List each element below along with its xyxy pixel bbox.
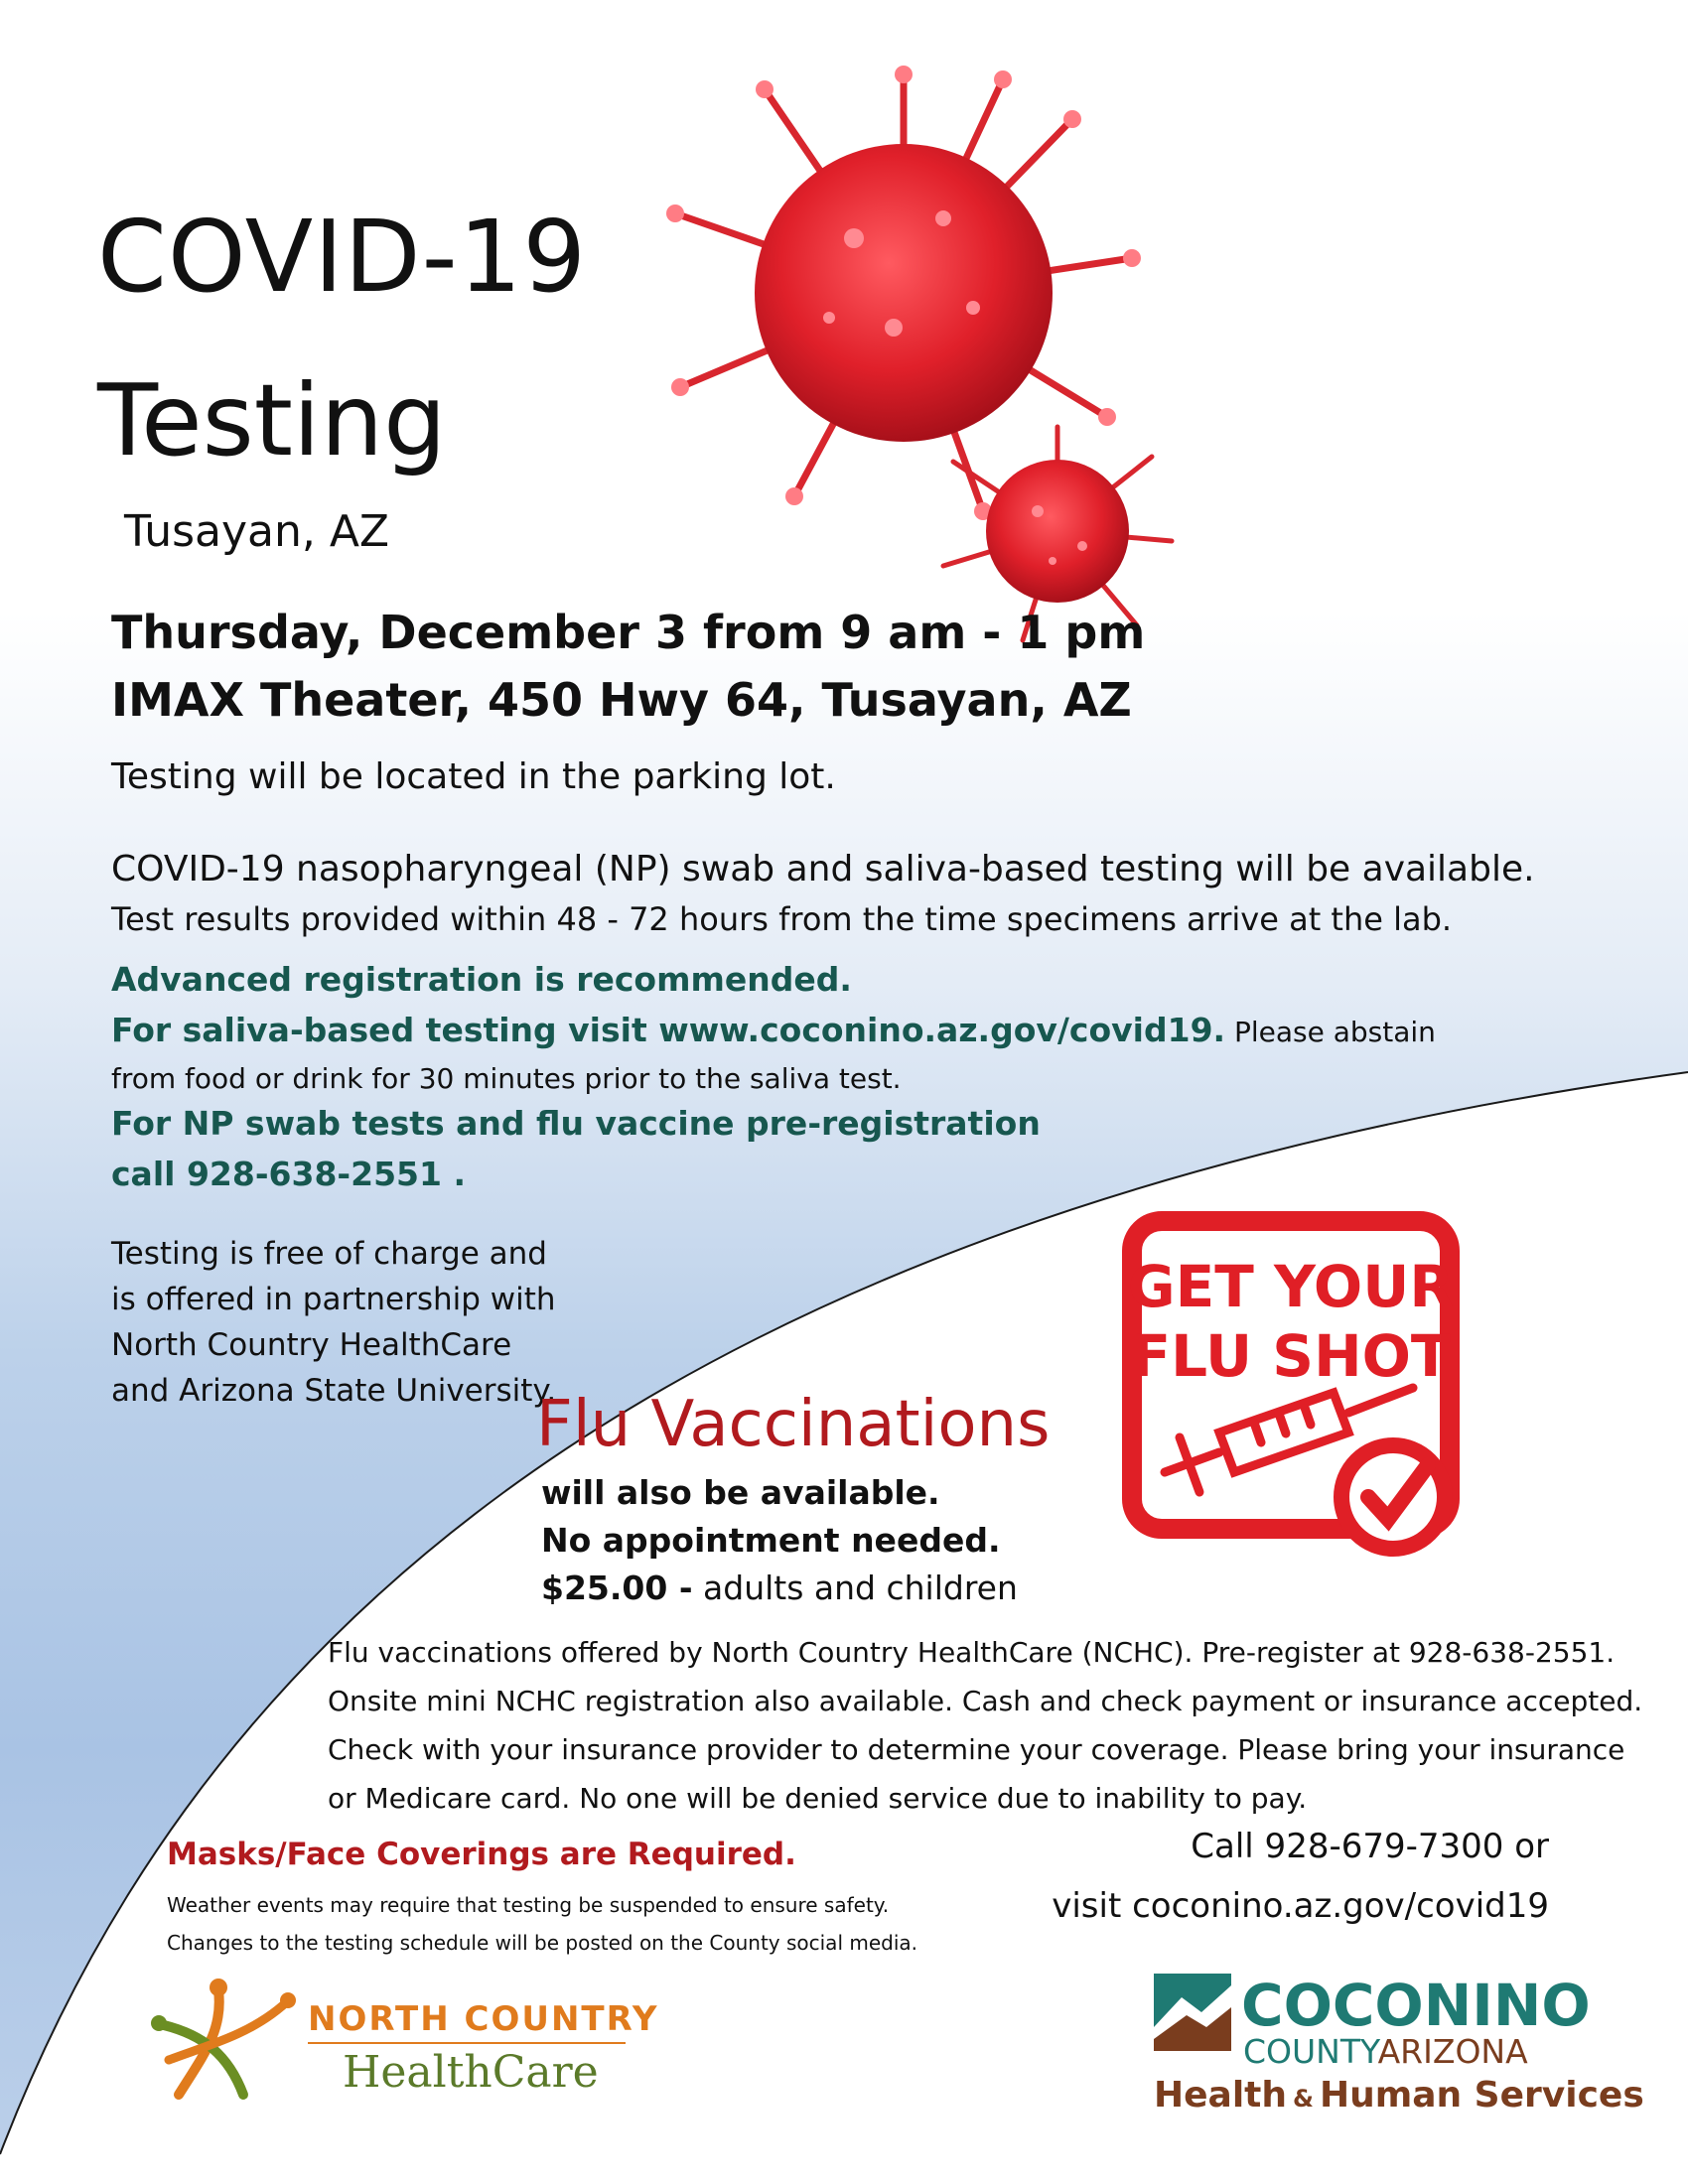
flu-price-audience: adults and children — [692, 1569, 1018, 1607]
title-line-2: Testing — [97, 362, 447, 478]
weather-note-line-2: Changes to the testing schedule will be posted on the County social media. — [167, 1931, 918, 1955]
flu-details: Flu vaccinations offered by North Country HealthCare (NCHC). Pre-register at 928-638-2551. Onsite mini NCHC registration also available. Cash and check payment or insurance accepted. Check with your insurance provider to determine your coverage. Please bring your insurance or Medicare card. No one will be denied service due to inability to pay. — [328, 1636, 1643, 1815]
free-testing-note: Testing is free of charge and is offered in partnership with North Country HealthCare and Arizona State University. — [111, 1236, 557, 1409]
location: Tusayan, AZ — [124, 506, 390, 557]
mountain-emblem-icon — [1154, 1974, 1231, 2051]
flu-available: will also be available. — [541, 1473, 940, 1512]
masks-required: Masks/Face Coverings are Required. — [167, 1837, 796, 1872]
event-date-time: Thursday, December 3 from 9 am - 1 pm — [111, 606, 1146, 659]
cc-logo-ampersand: & — [1293, 2085, 1314, 2113]
people-figure-icon — [151, 1979, 296, 2095]
weather-note — [167, 1886, 961, 1962]
cc-logo-arizona: ARIZONA — [1377, 2032, 1528, 2071]
flu-badge-line-1: GET YOUR — [1128, 1253, 1454, 1320]
results-timing: Test results provided within 48 - 72 hours from the time specimens arrive at the lab. — [111, 900, 1453, 938]
flu-no-appointment: No appointment needed. — [541, 1521, 1001, 1560]
weather-note-line-1: Weather events may require that testing be suspended to ensure safety. — [167, 1893, 890, 1917]
parking-note: Testing will be located in the parking lot. — [111, 756, 836, 797]
north-country-healthcare-logo — [149, 1976, 659, 2105]
coconino-county-logo — [1152, 1968, 1644, 2116]
np-registration-line-1: For NP swab tests and flu vaccine pre-registration — [111, 1104, 1041, 1143]
saliva-registration — [111, 1011, 1436, 1049]
title-line-1: COVID-19 — [97, 199, 588, 315]
nc-logo-line-2: HealthCare — [343, 2047, 599, 2098]
nc-logo-line-1: NORTH COUNTRY — [308, 1999, 659, 2039]
abstain-note: from food or drink for 30 minutes prior to the saliva test. — [111, 1062, 902, 1095]
flu-title: Flu Vaccinations — [536, 1388, 1051, 1461]
cc-logo-county: COUNTY — [1243, 2032, 1378, 2071]
cc-logo-human-services: Human Services — [1319, 2075, 1644, 2116]
cc-logo-line-3 — [1154, 2075, 1644, 2116]
registration-recommended: Advanced registration is recommended. — [111, 960, 852, 999]
cc-logo-line-1: COCONINO — [1241, 1972, 1591, 2039]
contact-website[interactable]: visit coconino.az.gov/covid19 — [1052, 1886, 1549, 1926]
np-registration-phone[interactable]: call 928-638-2551 . — [111, 1155, 466, 1193]
event-address: IMAX Theater, 450 Hwy 64, Tusayan, AZ — [111, 673, 1132, 727]
abstain-prefix: Please abstain — [1225, 1016, 1436, 1048]
flu-shot-badge — [1120, 1209, 1468, 1557]
contact-phone[interactable]: Call 928-679-7300 or — [1191, 1827, 1549, 1866]
cc-logo-line-2 — [1243, 2032, 1528, 2071]
saliva-registration-link[interactable]: For saliva-based testing visit www.coconino.az.gov/covid19. — [111, 1011, 1226, 1049]
cc-logo-health: Health — [1154, 2075, 1288, 2116]
flu-price-amount: $25.00 - — [541, 1569, 693, 1607]
test-types: COVID-19 nasopharyngeal (NP) swab and saliva-based testing will be available. — [111, 849, 1535, 889]
flu-price — [541, 1569, 1018, 1607]
flu-badge-line-2: FLU SHOT — [1131, 1322, 1451, 1390]
